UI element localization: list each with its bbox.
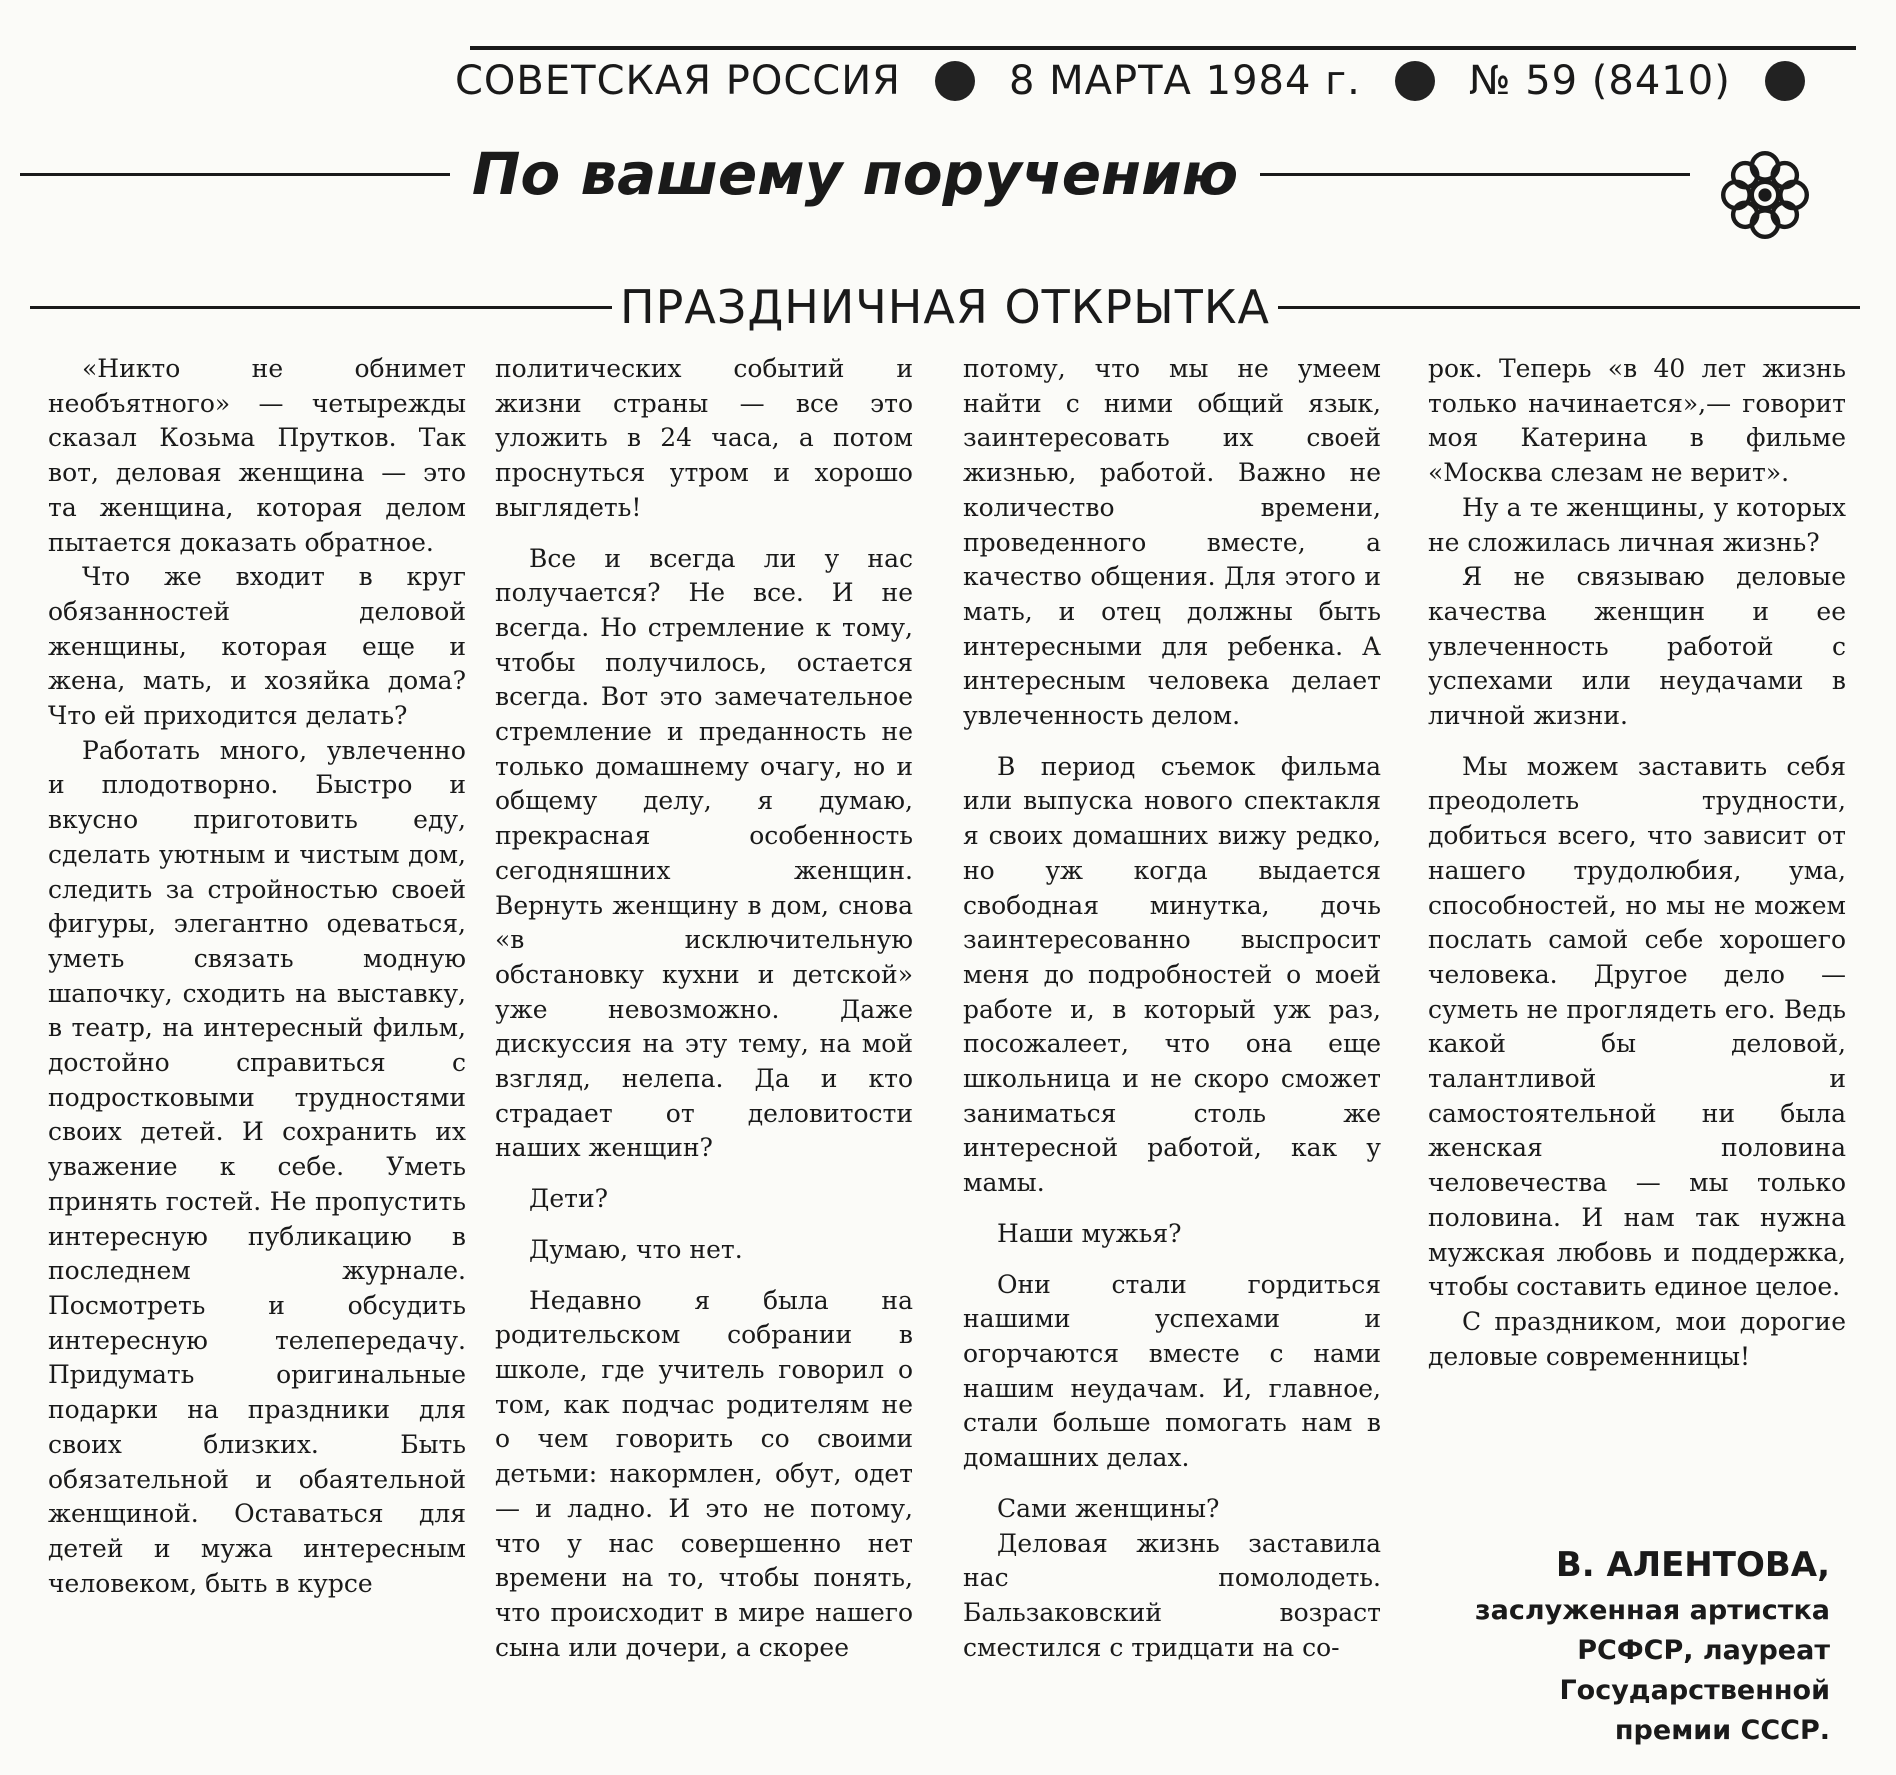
bullet-dot-icon [935, 61, 975, 101]
newspaper-name: СОВЕТСКАЯ РОССИЯ [455, 58, 901, 104]
author-title-line: премии СССР. [1614, 1715, 1830, 1746]
rubric-title: По вашему поручению [471, 140, 1239, 208]
paragraph: Они стали гордиться нашими успехами и огорчаются вместе с нами нашим неудачам. И, главное, стали больше помогать нам в домашних делах. [963, 1269, 1381, 1473]
question: Дети? [529, 1184, 609, 1214]
question: Сами женщины? [997, 1493, 1220, 1523]
paragraph: Мы можем заставить себя преодолеть трудности, добиться всего, что зависит от нашего трудолюбия, ума, способностей, но мы не можем послать самой себе хорошего человека. Другое дело — суметь не проглядеть его. Ведь какой бы деловой, талантливой и самостоятельной ни была женская половина человечества — мы только половина. И нам так нужна мужская любовь и поддержка, чтобы составить единое целое. [1428, 751, 1846, 1302]
masthead [455, 58, 1855, 104]
paragraph: Я не связываю деловые качества женщин и ее увлеченность работой с успехами или неудачами в личной жизни. [1428, 562, 1846, 731]
flower-emblem-icon [1710, 140, 1820, 250]
headline-bar [30, 280, 1860, 334]
top-rule [470, 46, 1856, 50]
article-column-3 [963, 352, 1381, 1665]
headline-rule-right [1278, 306, 1860, 309]
author-title-line: заслуженная артистка РСФСР, лауреат [1474, 1595, 1830, 1666]
author-signature [1440, 1545, 1830, 1751]
paragraph: Деловая жизнь заставила нас помолодеть. Бальзаковский возраст сместился с тридцати на со- [963, 1528, 1381, 1662]
paragraph: Ну а те женщины, у которых не сложилась личная жизнь? [1428, 492, 1846, 557]
author-title-line: Государственной [1559, 1675, 1830, 1706]
paragraph: Все и всегда ли у нас получается? Не все. И не всегда. Но стремление к тому, чтобы получилось, остается всегда. Вот это замечательное стремление и преданность не только домашнему очагу, но и общему делу, я думаю, прекрасная особенность сегодняшних женщин. Вернуть женщину в дом, снова «в исключительную обстановку кухни и детской» уже невозможно. Даже дискуссия на эту тему, на мой взгляд, нелепа. Да и кто страдает от деловитости наших женщин? [495, 543, 913, 1163]
paragraph: Что же входит в круг обязанностей деловой женщины, которая еще и жена, мать, и хозяйка дома? Что ей приходится делать? [48, 562, 466, 731]
author-name: В. АЛЕНТОВА, [1555, 1545, 1830, 1585]
paragraph: политических событий и жизни страны — все это уложить в 24 часа, а потом проснуться утром и хорошо выглядеть! [495, 354, 913, 522]
question: Наши мужья? [997, 1218, 1182, 1248]
rubric-bar [20, 140, 1690, 208]
paragraph: Недавно я была на родительском собрании в школе, где учитель говорил о том, как подчас родителям не о чем говорить со своими детьми: накормлен, обут, одет — и ладно. И это не потому, что у нас совершенно нет времени на то, чтобы понять, что происходит в мире нашего сына или дочери, а скорее [495, 1285, 913, 1662]
bullet-dot-icon [1395, 61, 1435, 101]
paragraph: рок. Теперь «в 40 лет жизнь только начинается»,— говорит моя Катерина в фильме «Москва слезам не верит». [1428, 354, 1846, 488]
paragraph: С праздником, мои дорогие деловые современницы! [1428, 1306, 1846, 1371]
paragraph: потому, что мы не умеем найти с ними общий язык, заинтересовать их своей жизнью, работой. Важно не количество времени, проведенного вместе, а качество общения. Для этого и мать, и отец должны быть интересными для ребенка. А интересным человека делает увлеченность делом. [963, 354, 1381, 731]
issue-date: 8 МАРТА 1984 г. [1008, 58, 1361, 104]
headline-rule-left [30, 306, 612, 309]
article-column-4 [1428, 352, 1846, 1374]
rubric-rule-right [1260, 173, 1690, 176]
issue-number: № 59 (8410) [1468, 58, 1731, 104]
article-headline: ПРАЗДНИЧНАЯ ОТКРЫТКА [620, 280, 1270, 334]
paragraph: «Никто не обнимет необъятного» — четырежды сказал Козьма Прутков. Так вот, деловая женщина — это та женщина, которая делом пытается доказать обратное. [48, 354, 466, 557]
rubric-rule-left [20, 173, 450, 176]
paragraph: Работать много, увлеченно и плодотворно. Быстро и вкусно приготовить еду, сделать уютным и чистым дом, следить за стройностью своей фигуры, элегантно одеваться, уметь связать модную шапочку, сходить на выставку, в театр, на интересный фильм, достойно справиться с подростковыми трудностями своих детей. И сохранить их уважение к себе. Уметь принять гостей. Не пропустить интересную публикацию в последнем журнале. Посмотреть и обсудить интересную телепередачу. Придумать оригинальные подарки на праздники для своих близких. Быть обязательной и обаятельной женщиной. Оставаться для детей и мужа интересным человеком, быть в курсе [48, 735, 466, 1598]
paragraph: Думаю, что нет. [529, 1234, 743, 1264]
paragraph: В период съемок фильма или выпуска нового спектакля я своих домашних вижу редко, но уж когда выдается свободная минутка, дочь заинтересованно выспросит меня до подробностей о моей работе и, в который уж раз, посожалеет, что она еще школьница и не скоро сможет заниматься столь же интересной работой, как у мамы. [963, 751, 1381, 1198]
article-column-1 [48, 352, 466, 1601]
article-column-2 [495, 352, 913, 1665]
bullet-dot-icon [1765, 61, 1805, 101]
